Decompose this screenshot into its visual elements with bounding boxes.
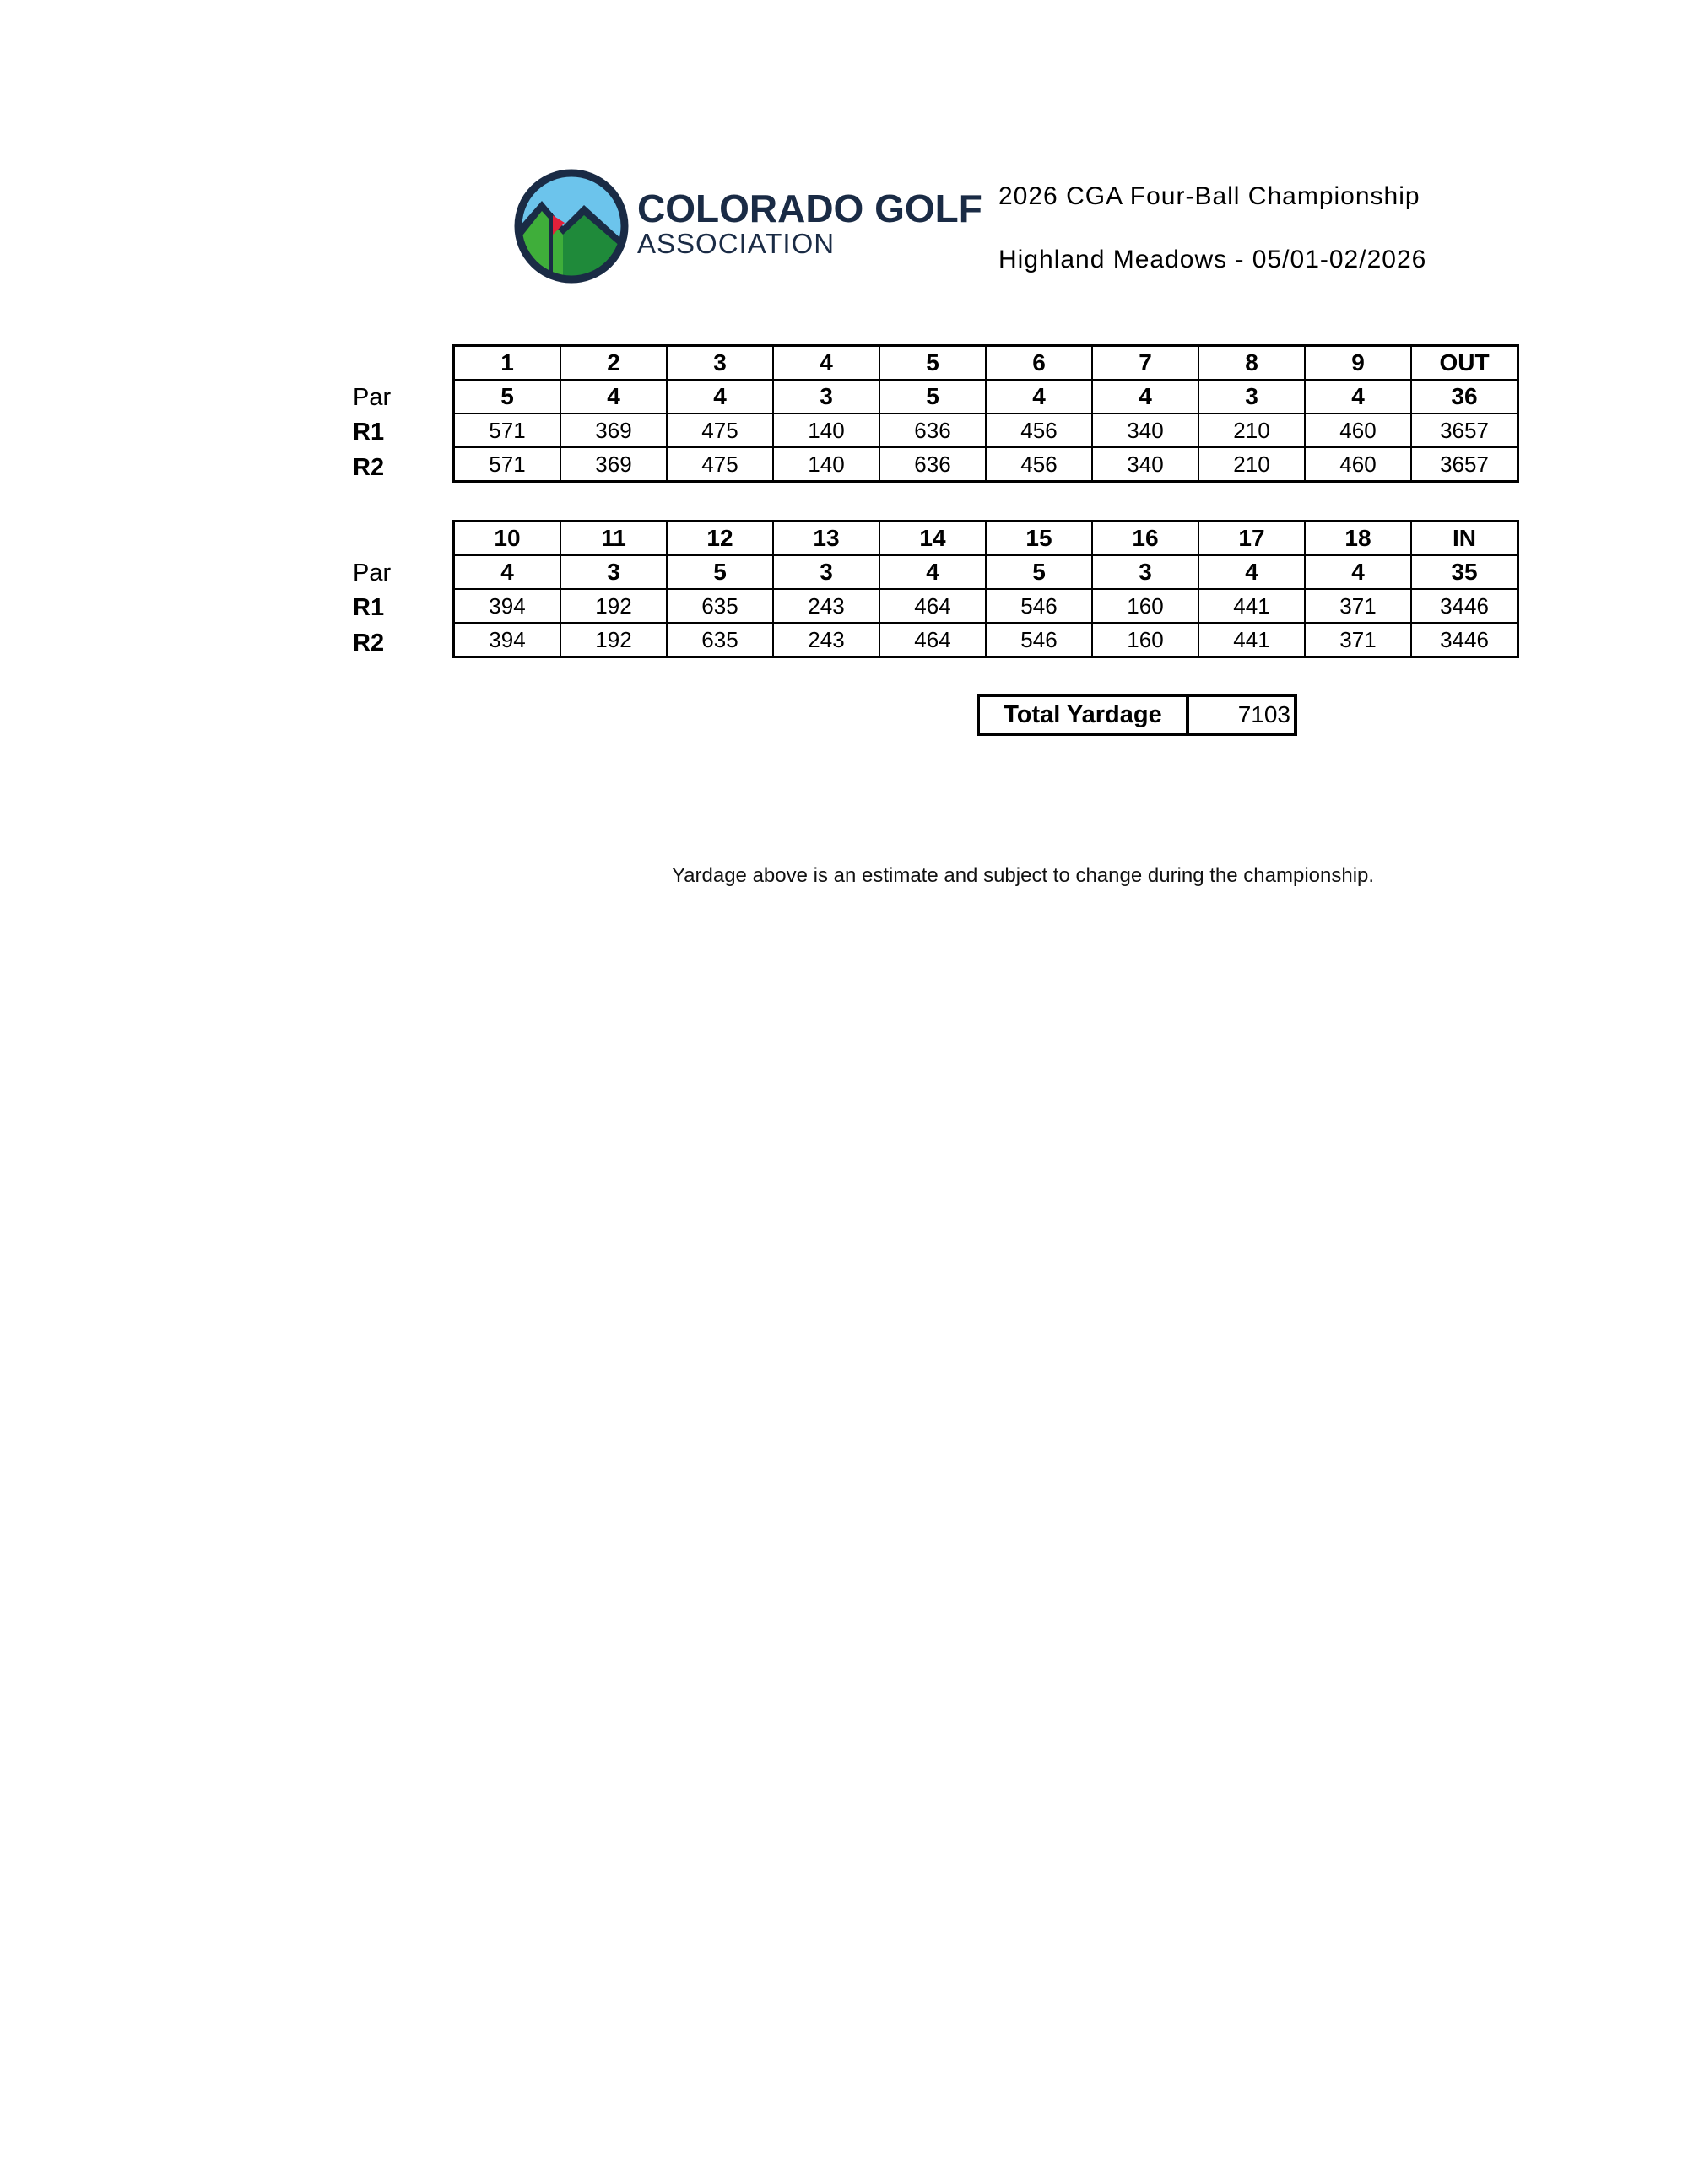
front-row-par <box>454 380 1518 414</box>
front-par-cell: 3 <box>773 380 879 414</box>
back-par-cell: 4 <box>879 555 986 589</box>
back-r1-cell: 243 <box>773 589 879 623</box>
back-r2-cell: 635 <box>667 623 773 657</box>
back-holes-cell: 17 <box>1198 522 1305 556</box>
back-par-cell: 3 <box>560 555 667 589</box>
front-holes-cell: 1 <box>454 346 561 381</box>
front-r2-cell: 456 <box>986 447 1092 482</box>
logo-text-line1: COLORADO GOLF <box>637 187 982 230</box>
back-r2-cell: 464 <box>879 623 986 657</box>
front-par-label: Par <box>353 384 392 411</box>
back-r1-cell: 160 <box>1092 589 1198 623</box>
total-yardage-box <box>977 694 1297 736</box>
front-holes-cell: 5 <box>879 346 986 381</box>
front-par-cell: 4 <box>1305 380 1411 414</box>
back-par-cell: 5 <box>986 555 1092 589</box>
front-r1-cell: 140 <box>773 414 879 447</box>
back-holes-cell: IN <box>1411 522 1518 556</box>
back-par-cell: 4 <box>454 555 561 589</box>
logo-text-line2: ASSOCIATION <box>637 228 836 259</box>
back-par-cell: 3 <box>1092 555 1198 589</box>
back-par-cell: 3 <box>773 555 879 589</box>
back-r1-cell: 635 <box>667 589 773 623</box>
back-r1-cell: 464 <box>879 589 986 623</box>
back-par-cell: 5 <box>667 555 773 589</box>
back-r2-cell: 394 <box>454 623 561 657</box>
yardage-disclaimer: Yardage above is an estimate and subject to change during the championship. <box>671 864 1375 887</box>
front-holes-cell: OUT <box>1411 346 1518 381</box>
back-row-par <box>454 555 1518 589</box>
front-par-cell: 3 <box>1198 380 1305 414</box>
front-holes-cell: 4 <box>773 346 879 381</box>
front-r2-cell: 210 <box>1198 447 1305 482</box>
back-row-holes <box>454 522 1518 556</box>
back-r2-cell: 192 <box>560 623 667 657</box>
front-par-cell: 4 <box>667 380 773 414</box>
front-par-cell: 4 <box>986 380 1092 414</box>
front-holes-cell: 9 <box>1305 346 1411 381</box>
front-par-cell: 4 <box>1092 380 1198 414</box>
front-holes-cell: 6 <box>986 346 1092 381</box>
event-title: 2026 CGA Four-Ball Championship <box>998 182 1420 210</box>
front-par-cell: 4 <box>560 380 667 414</box>
front-holes-cell: 3 <box>667 346 773 381</box>
back-par-cell: 4 <box>1198 555 1305 589</box>
front-row-holes <box>454 346 1518 381</box>
back-holes-cell: 14 <box>879 522 986 556</box>
back-r2-cell: 243 <box>773 623 879 657</box>
front-par-cell: 36 <box>1411 380 1518 414</box>
back-r1-cell: 441 <box>1198 589 1305 623</box>
back-holes-cell: 15 <box>986 522 1092 556</box>
back-par-cell: 4 <box>1305 555 1411 589</box>
back-r2-cell: 546 <box>986 623 1092 657</box>
back-r1-cell: 3446 <box>1411 589 1518 623</box>
back-holes-cell: 12 <box>667 522 773 556</box>
front-r1-cell: 475 <box>667 414 773 447</box>
front-r1-cell: 456 <box>986 414 1092 447</box>
front-r2-cell: 140 <box>773 447 879 482</box>
front-holes-cell: 7 <box>1092 346 1198 381</box>
back-par-cell: 35 <box>1411 555 1518 589</box>
event-subtitle: Highland Meadows - 05/01-02/2026 <box>998 246 1427 273</box>
back-r1-label: R1 <box>353 594 385 621</box>
back-r2-label: R2 <box>353 630 385 657</box>
back-par-label: Par <box>353 560 392 587</box>
back-r2-cell: 441 <box>1198 623 1305 657</box>
total-yardage-value: 7103 <box>1237 701 1290 727</box>
front-r1-cell: 571 <box>454 414 561 447</box>
front-row-r2 <box>454 447 1518 482</box>
back-r2-cell: 160 <box>1092 623 1198 657</box>
cga-logo-icon <box>512 167 630 285</box>
front-r1-cell: 340 <box>1092 414 1198 447</box>
front-r2-cell: 636 <box>879 447 986 482</box>
back-r1-cell: 371 <box>1305 589 1411 623</box>
back-holes-cell: 18 <box>1305 522 1411 556</box>
back-holes-cell: 10 <box>454 522 561 556</box>
front-r1-cell: 369 <box>560 414 667 447</box>
back-holes-cell: 16 <box>1092 522 1198 556</box>
front-par-cell: 5 <box>879 380 986 414</box>
back-r2-cell: 3446 <box>1411 623 1518 657</box>
front-par-cell: 5 <box>454 380 561 414</box>
back-r2-cell: 371 <box>1305 623 1411 657</box>
front-r2-cell: 369 <box>560 447 667 482</box>
back-r1-cell: 546 <box>986 589 1092 623</box>
front-r2-cell: 571 <box>454 447 561 482</box>
front-r1-cell: 460 <box>1305 414 1411 447</box>
back-row-r1 <box>454 589 1518 623</box>
front-r2-cell: 460 <box>1305 447 1411 482</box>
total-yardage-label: Total Yardage <box>980 697 1189 733</box>
back-row-r2 <box>454 623 1518 657</box>
front-r1-cell: 210 <box>1198 414 1305 447</box>
front-row-r1 <box>454 414 1518 447</box>
front-r2-cell: 475 <box>667 447 773 482</box>
front-r2-cell: 3657 <box>1411 447 1518 482</box>
back-r1-cell: 192 <box>560 589 667 623</box>
front-r2-cell: 340 <box>1092 447 1198 482</box>
back-nine-table <box>452 520 1519 658</box>
back-holes-cell: 13 <box>773 522 879 556</box>
front-r1-label: R1 <box>353 419 385 446</box>
front-r2-label: R2 <box>353 454 385 481</box>
back-r1-cell: 394 <box>454 589 561 623</box>
front-nine-table <box>452 344 1519 483</box>
back-holes-cell: 11 <box>560 522 667 556</box>
front-holes-cell: 2 <box>560 346 667 381</box>
front-holes-cell: 8 <box>1198 346 1305 381</box>
front-r1-cell: 636 <box>879 414 986 447</box>
front-r1-cell: 3657 <box>1411 414 1518 447</box>
